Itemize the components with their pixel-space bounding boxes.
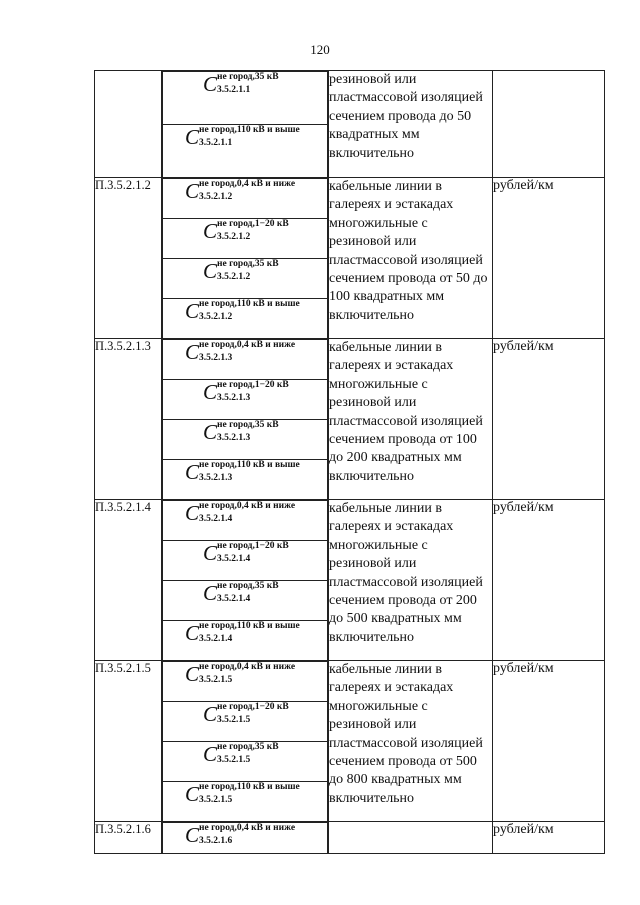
cost-symbol: C xyxy=(203,379,218,404)
cost-symbol: C xyxy=(203,580,218,605)
formula-superscript: не город,110 кВ и выше xyxy=(199,125,300,135)
cost-formula xyxy=(203,259,279,282)
cost-formula xyxy=(185,823,295,846)
item-description xyxy=(329,822,493,854)
unit-of-measure xyxy=(493,71,605,178)
table-row xyxy=(95,822,605,854)
item-code: П.3.5.2.1.5 xyxy=(95,661,162,822)
cost-symbol: C xyxy=(203,71,218,96)
cost-symbol: C xyxy=(185,822,200,847)
formula-subscript: 3.5.2.1.2 xyxy=(217,272,251,282)
formula-superscript: не город,0,4 кВ и ниже xyxy=(199,823,296,833)
formula-subscript: 3.5.2.1.1 xyxy=(199,138,233,148)
formula-superscript: не город,0,4 кВ и ниже xyxy=(199,340,296,350)
cost-symbol: C xyxy=(185,178,200,203)
item-description: кабельные линии в галереях и эстакадах многожильные с резиновой или пластмассовой изоляцией сечением провода от 100 до 200 квадратных мм включительно xyxy=(329,339,493,500)
cost-formula xyxy=(185,299,300,322)
cost-symbol: C xyxy=(185,661,200,686)
table-body xyxy=(95,71,605,854)
item-description: кабельные линии в галереях и эстакадах многожильные с резиновой или пластмассовой изоляцией сечением провода от 500 до 800 квадратных мм включительно xyxy=(329,661,493,822)
item-code xyxy=(95,71,162,178)
cost-formula xyxy=(203,541,289,564)
formula-subscript: 3.5.2.1.3 xyxy=(199,473,233,483)
formula-superscript: не город,1−20 кВ xyxy=(217,541,289,551)
formula-subscript: 3.5.2.1.5 xyxy=(199,795,233,805)
cost-symbol: C xyxy=(203,741,218,766)
cost-symbol: C xyxy=(185,781,200,806)
table-row xyxy=(95,71,605,178)
item-code: П.3.5.2.1.2 xyxy=(95,178,162,339)
formula-subscript: 3.5.2.1.2 xyxy=(217,232,251,242)
formula-superscript: не город,1−20 кВ xyxy=(217,702,289,712)
formula-subscript: 3.5.2.1.3 xyxy=(217,433,251,443)
formula-superscript: не город,110 кВ и выше xyxy=(199,460,300,470)
cost-formula xyxy=(185,340,295,363)
cost-symbol: C xyxy=(185,459,200,484)
formula-cell xyxy=(162,339,329,500)
item-description: кабельные линии в галереях и эстакадах многожильные с резиновой или пластмассовой изоляцией сечением провода от 200 до 500 квадратных мм включительно xyxy=(329,500,493,661)
formula-cell xyxy=(162,822,329,854)
unit-of-measure: рублей/км xyxy=(493,178,605,339)
formula-subscript: 3.5.2.1.5 xyxy=(217,755,251,765)
cost-formula xyxy=(203,420,279,443)
cost-formula xyxy=(203,581,279,604)
formula-subscript: 3.5.2.1.1 xyxy=(217,85,251,95)
table-row xyxy=(95,339,605,500)
formula-subscript: 3.5.2.1.3 xyxy=(217,393,251,403)
cost-formula xyxy=(203,72,279,95)
formula-cell xyxy=(162,661,329,822)
tariff-table xyxy=(94,70,605,854)
formula-subscript: 3.5.2.1.2 xyxy=(199,312,233,322)
formula-superscript: не город,35 кВ xyxy=(217,72,279,82)
formula-superscript: не город,110 кВ и выше xyxy=(199,621,300,631)
item-code: П.3.5.2.1.3 xyxy=(95,339,162,500)
formula-superscript: не город,0,4 кВ и ниже xyxy=(199,501,296,511)
cost-symbol: C xyxy=(203,701,218,726)
cost-formula xyxy=(185,179,295,202)
cost-formula xyxy=(203,380,289,403)
formula-subscript: 3.5.2.1.4 xyxy=(199,634,233,644)
cost-symbol: C xyxy=(203,419,218,444)
item-description: резиновой или пластмассовой изоляцией сечением провода до 50 квадратных мм включительно xyxy=(329,71,493,178)
cost-symbol: C xyxy=(185,298,200,323)
formula-superscript: не город,35 кВ xyxy=(217,259,279,269)
cost-symbol: C xyxy=(203,258,218,283)
formula-superscript: не город,110 кВ и выше xyxy=(199,782,300,792)
cost-formula xyxy=(185,501,295,524)
unit-of-measure: рублей/км xyxy=(493,339,605,500)
cost-symbol: C xyxy=(203,218,218,243)
formula-subscript: 3.5.2.1.3 xyxy=(199,353,233,363)
formula-superscript: не город,35 кВ xyxy=(217,742,279,752)
formula-subscript: 3.5.2.1.5 xyxy=(217,715,251,725)
cost-formula xyxy=(185,782,300,805)
cost-formula xyxy=(185,662,295,685)
unit-of-measure: рублей/км xyxy=(493,822,605,854)
formula-cell xyxy=(162,71,329,178)
formula-superscript: не город,110 кВ и выше xyxy=(199,299,300,309)
cost-formula xyxy=(203,742,279,765)
cost-formula xyxy=(185,460,300,483)
formula-subscript: 3.5.2.1.6 xyxy=(199,836,233,846)
formula-superscript: не город,35 кВ xyxy=(217,420,279,430)
formula-subscript: 3.5.2.1.2 xyxy=(199,192,233,202)
table-row xyxy=(95,661,605,822)
formula-superscript: не город,35 кВ xyxy=(217,581,279,591)
formula-subscript: 3.5.2.1.4 xyxy=(217,594,251,604)
cost-symbol: C xyxy=(185,500,200,525)
cost-formula xyxy=(203,219,289,242)
unit-of-measure: рублей/км xyxy=(493,500,605,661)
formula-superscript: не город,1−20 кВ xyxy=(217,219,289,229)
formula-superscript: не город,0,4 кВ и ниже xyxy=(199,179,296,189)
cost-symbol: C xyxy=(185,339,200,364)
cost-symbol: C xyxy=(185,620,200,645)
formula-superscript: не город,1−20 кВ xyxy=(217,380,289,390)
formula-superscript: не город,0,4 кВ и ниже xyxy=(199,662,296,672)
item-code: П.3.5.2.1.4 xyxy=(95,500,162,661)
table-row xyxy=(95,500,605,661)
cost-formula xyxy=(185,125,300,148)
formula-subscript: 3.5.2.1.5 xyxy=(199,675,233,685)
formula-cell xyxy=(162,500,329,661)
unit-of-measure: рублей/км xyxy=(493,661,605,822)
item-description: кабельные линии в галереях и эстакадах многожильные с резиновой или пластмассовой изоляцией сечением провода от 50 до 100 квадратных мм включительно xyxy=(329,178,493,339)
cost-formula xyxy=(203,702,289,725)
formula-subscript: 3.5.2.1.4 xyxy=(217,554,251,564)
formula-cell xyxy=(162,178,329,339)
cost-formula xyxy=(185,621,300,644)
cost-symbol: C xyxy=(185,124,200,149)
table-row xyxy=(95,178,605,339)
cost-symbol: C xyxy=(203,540,218,565)
page-number: 120 xyxy=(310,42,330,57)
formula-subscript: 3.5.2.1.4 xyxy=(199,514,233,524)
item-code: П.3.5.2.1.6 xyxy=(95,822,162,854)
